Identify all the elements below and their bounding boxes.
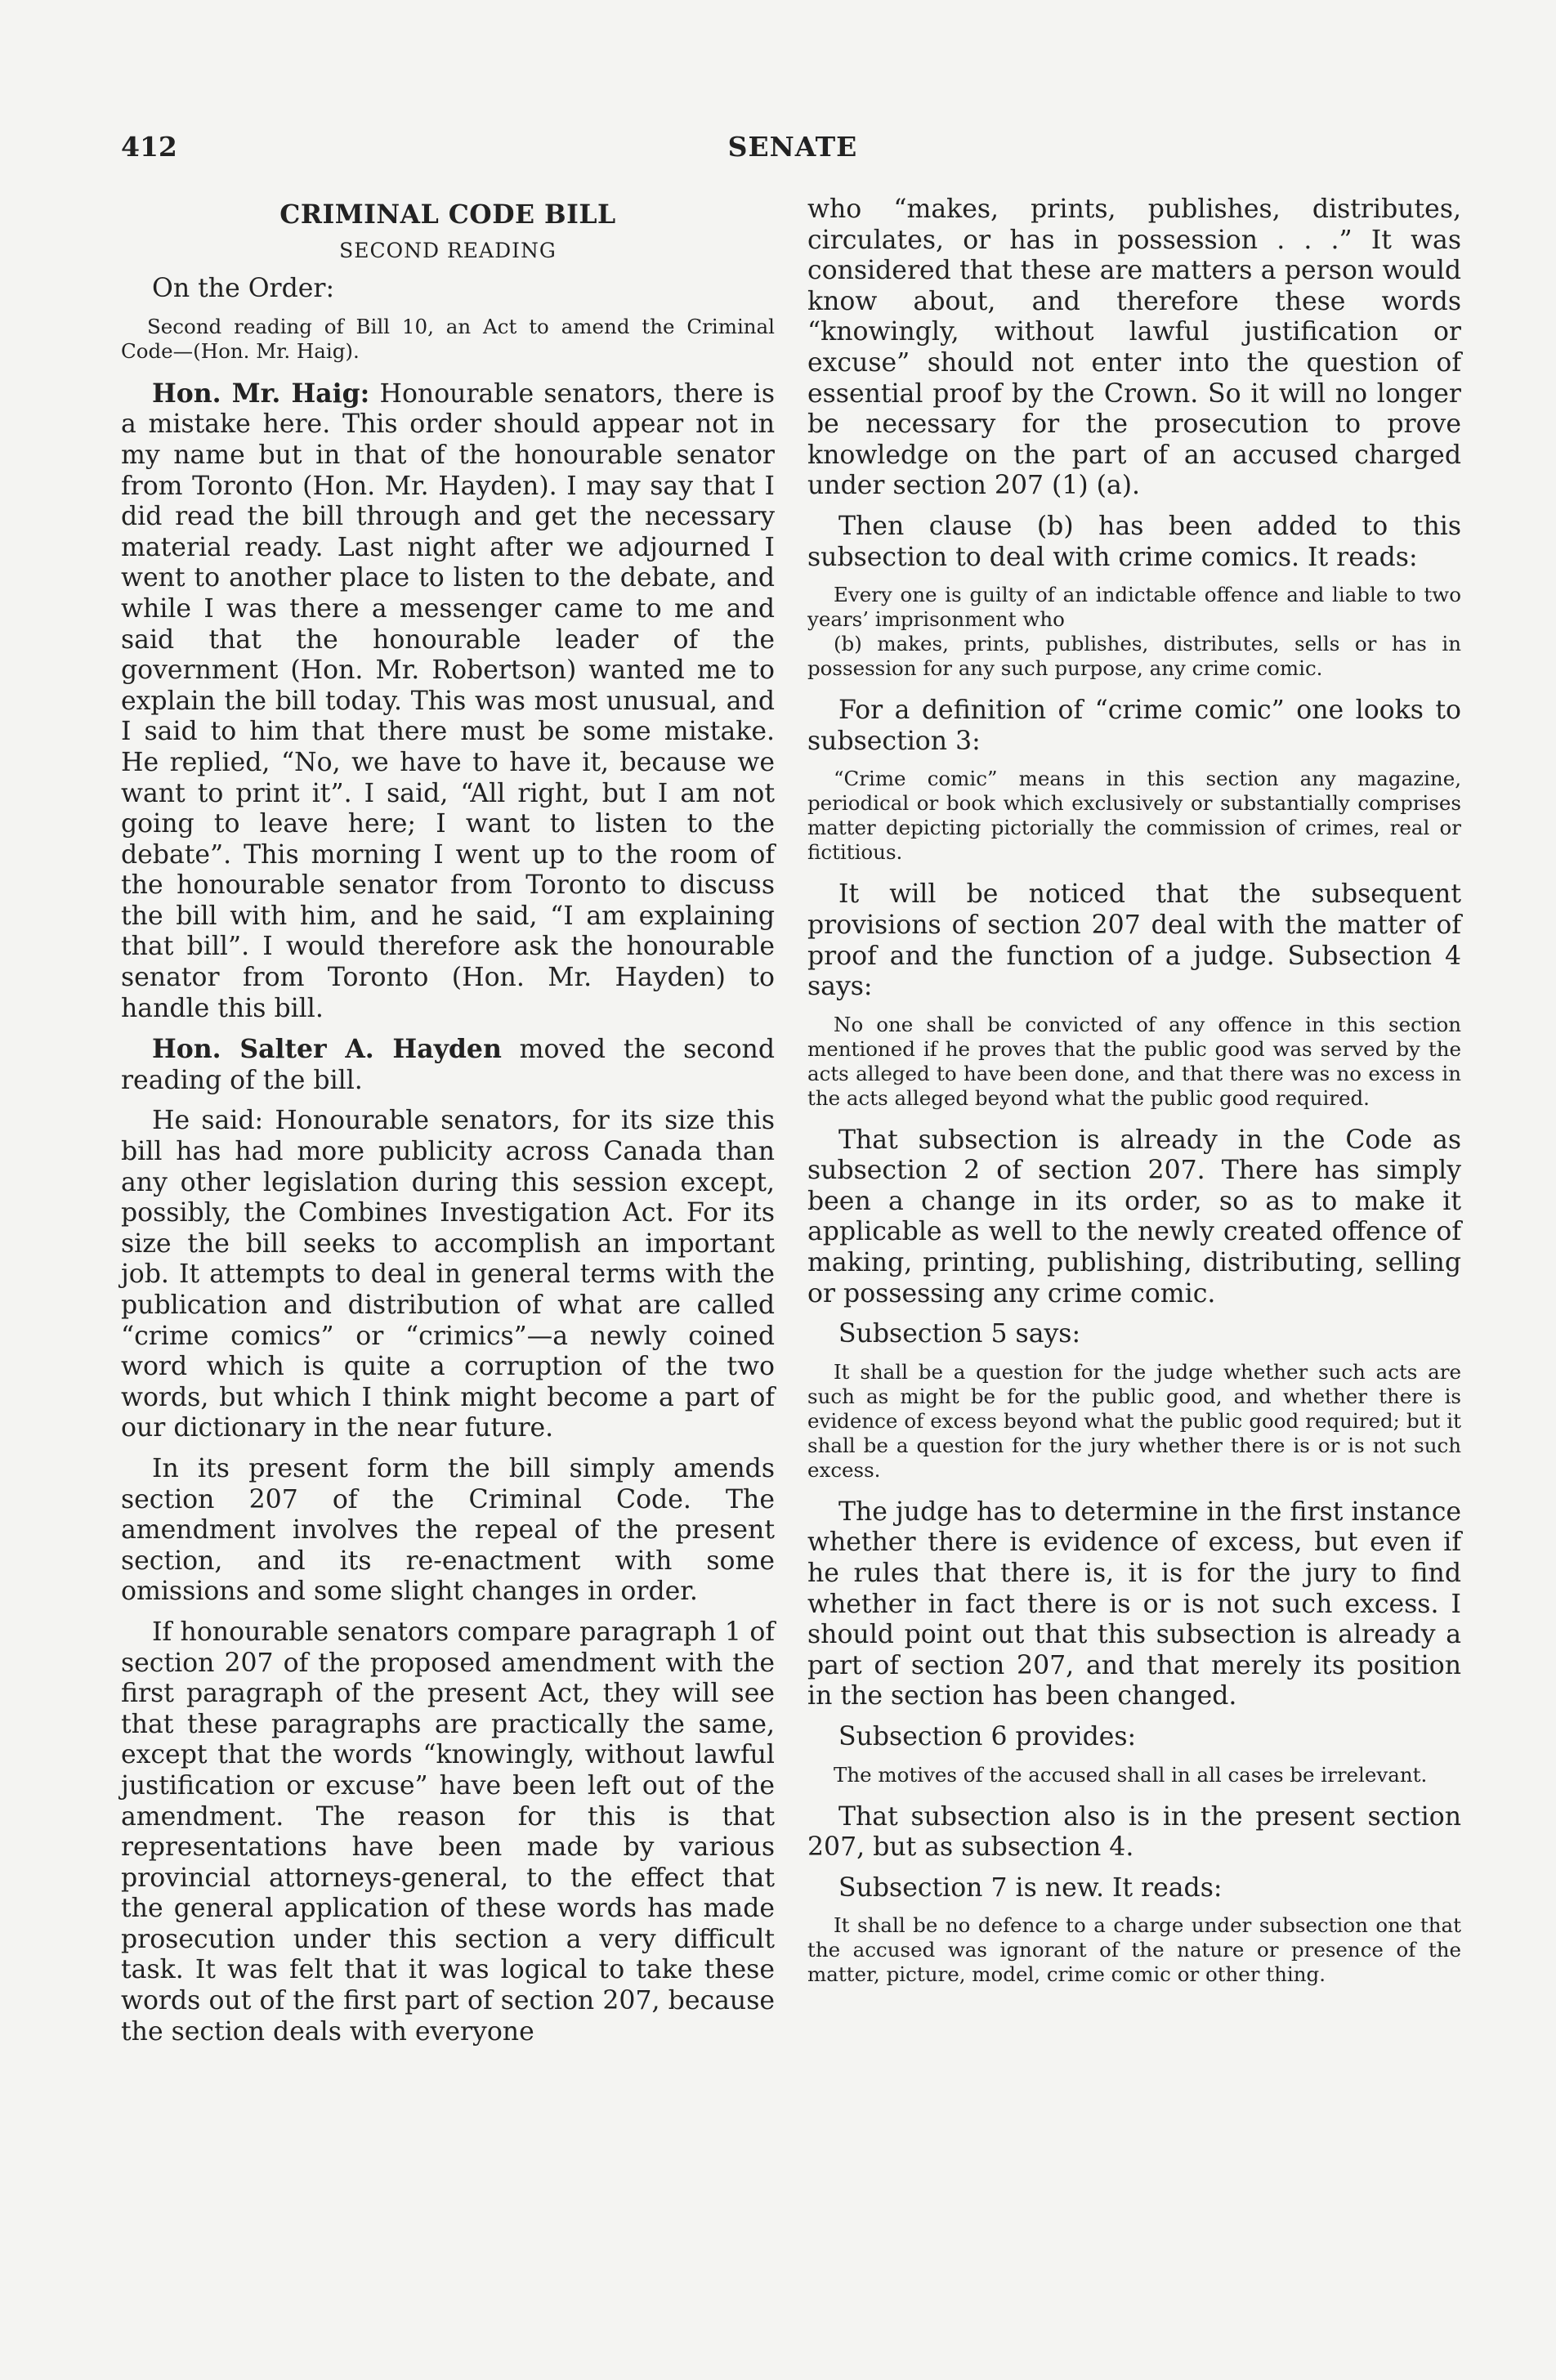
- haig-speaker: Hon. Mr. Haig:: [152, 378, 370, 409]
- quote-line: (b) makes, prints, publishes, distributes, sells or has in possession for any such purpose, any crime comic.: [807, 632, 1461, 681]
- paragraph: For a definition of “crime comic” one looks to subsection 3:: [807, 696, 1461, 756]
- paragraph: It will be noticed that the subsequent provisions of section 207 deal with the matter of proof and the function of a judge. Subsection 4 says:: [807, 879, 1461, 1002]
- section-title: CRIMINAL CODE BILL: [279, 199, 616, 230]
- paragraph: Subsection 7 is new. It reads:: [838, 1872, 1223, 1903]
- hayden-paragraph: [121, 1034, 775, 1096]
- order-text: Second reading of Bill 10, an Act to amend the Criminal Code—(Hon. Mr. Haig).: [121, 314, 775, 363]
- page-number: 412: [121, 131, 177, 163]
- haig-text: Honourable senators, there is a mistake here. This order should appear not in my name but in that of the honourable senator from Toronto (Hon. Mr. Hayden). I may say that I did read the bill through and get the necessary material ready. Last night after we adjourned I went to another place to listen to the debate, and while I was there a messenger came to me and said that the honourable leader of the government (Hon. Mr. Robertson) wanted me to explain the bill today. This was most unusual, and I said to him that there must be some mistake. He replied, “No, we have to have it, because we want to print it”. I said, “All right, but I am not going to leave here; I want to listen to the debate”. This morning I went up to the room of the honourable senator from Toronto to discuss the bill with him, and he said, “I am explaining that bill”. I would therefore ask the honourable senator from Toronto (Hon. Mr. Hayden) to handle this bill.: [121, 378, 775, 1023]
- paragraph: That subsection also is in the present section 207, but as subsection 4.: [807, 1801, 1461, 1863]
- paragraph: Subsection 5 says:: [838, 1319, 1081, 1349]
- quotation: The motives of the accused shall in all cases be irrelevant.: [834, 1762, 1428, 1787]
- page-header: [121, 131, 1464, 167]
- paragraph: In its present form the bill simply amends section 207 of the Criminal Code. The amendment involves the repeal of the present section, and its re-enactment with some omissions and some slight changes in order.: [121, 1453, 775, 1607]
- section-subtitle: SECOND READING: [339, 238, 557, 262]
- quote-line: Every one is guilty of an indictable offence and liable to two years’ imprisonment who: [807, 583, 1461, 632]
- paragraph: He said: Honourable senators, for its size this bill has had more publicity across Canada than any other legislation during this session except, possibly, the Combines Investigation Act. For its size the bill seeks to accomplish an important job. It attempts to deal in general terms with the publication and distribution of what are called “crime comics” or “crimics”—a newly coined word which is quite a corruption of the two words, but which I think might become a part of our dictionary in the near future.: [121, 1106, 775, 1443]
- paragraph: The judge has to determine in the first instance whether there is evidence of excess, but even if he rules that there is, it is for the jury to find whether in fact there is or is not such excess. I should point out that this subsection is already a part of section 207, and that merely its position in the section has been changed.: [807, 1496, 1461, 1711]
- hayden-speaker: Hon. Salter A. Hayden: [152, 1034, 502, 1065]
- quotation: [807, 583, 1461, 681]
- running-head: SENATE: [727, 131, 858, 163]
- right-column: [807, 195, 1461, 2002]
- quotation: It shall be a question for the judge whether such acts are such as might be for the public good, and whether there is evidence of excess beyond what the public good required; but it shall be a question for the jury whether there is or is not such excess.: [807, 1359, 1461, 1482]
- paragraph: That subsection is already in the Code as subsection 2 of section 207. There has simply been a change in its order, so as to make it applicable as well to the newly created offence of making, printing, publishing, distributing, selling or possessing any crime comic.: [807, 1125, 1461, 1309]
- paragraph: Subsection 6 provides:: [838, 1722, 1137, 1751]
- paragraph: who “makes, prints, publishes, distributes, circulates, or has in possession . . .” It was considered that these are matters a person would know about, and therefore these words “knowingly, without lawful justification or excuse” should not enter into the question of essential proof by the Crown. So it will no longer be necessary for the prosecution to prove knowledge on the part of an accused charged under section 207 (1) (a).: [807, 195, 1461, 501]
- paragraph: Then clause (b) has been added to this subsection to deal with crime comics. It reads:: [807, 511, 1461, 572]
- left-column: [121, 195, 775, 2057]
- paragraph: If honourable senators compare paragraph 1 of section 207 of the proposed amendment with the first paragraph of the present Act, they will see that these paragraphs are practically the same, except that the words “knowingly, without lawful justification or excuse” have been left out of the amendment. The reason for this is that representations have been made by various provincial attorneys-general, to the effect that the general application of these words has made prosecution under this section a very difficult task. It was felt that it was logical to take these words out of the first part of section 207, because the section deals with everyone: [121, 1617, 775, 2047]
- haig-paragraph: [121, 378, 775, 1024]
- hayden-text: moved the second reading of the bill.: [121, 1035, 776, 1095]
- quotation: It shall be no defence to a charge under subsection one that the accused was ignorant of the nature or presence of the matter, picture, model, crime comic or other thing.: [807, 1913, 1461, 1987]
- order-label: On the Order:: [152, 274, 335, 304]
- quotation: “Crime comic” means in this section any magazine, periodical or book which exclusively or substantially comprises matter depicting pictorially the commission of crimes, real or fictitious.: [807, 767, 1461, 865]
- quotation: No one shall be convicted of any offence in this section mentioned if he proves that the public good was served by the acts alleged to have been done, and that there was no excess in the acts alleged beyond what the public good required.: [807, 1012, 1461, 1110]
